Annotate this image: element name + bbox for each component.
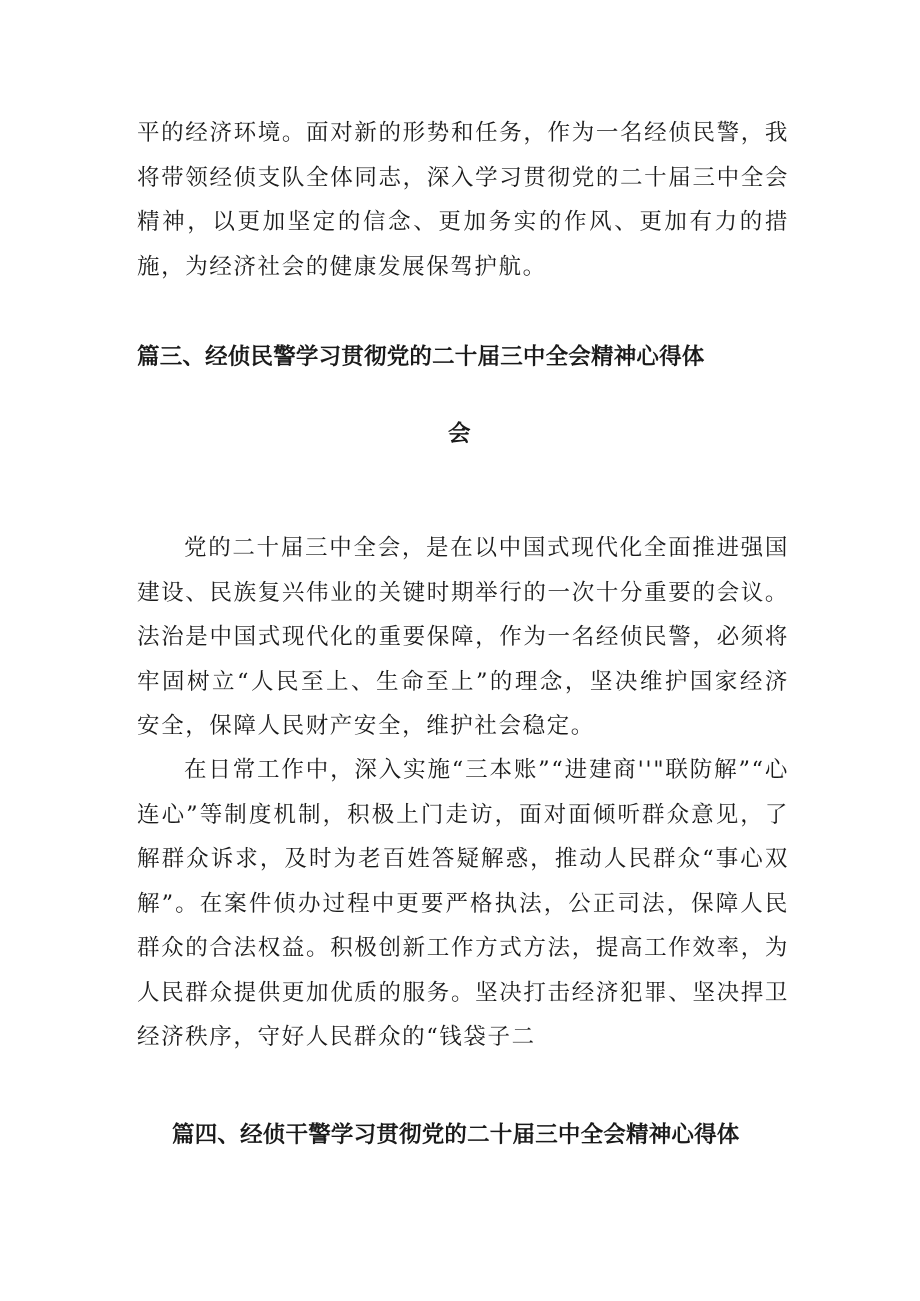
section3-title-line1: 篇三、经侦民警学习贯彻党的二十届三中全会精神心得体 [137, 344, 705, 370]
section4-title-line1: 篇四、经侦干警学习贯彻党的二十届三中全会精神心得体 [172, 1122, 740, 1148]
section3-title-line2: 会 [448, 421, 471, 447]
section3-paragraph-2: 在日常工作中，深入实施“三本账”“进建商''"联防解”“心连心”等制度机制，积极上门走访，面对面倾听群众意见，了解群众诉求，及时为老百姓答疑解惑，推动人民群众“事心双解”。在案件侦办过程中更要严格执法，公正司法，保障人民群众的合法权益。积极创新工作方式方法，提高工作效率，为人民群众提供更加优质的服务。坚决打击经济犯罪、坚决捍卫经济秩序，守好人民群众的“钱袋子二 [137, 757, 789, 1050]
section3-paragraph-1: 党的二十届三中全会，是在以中国式现代化全面推进强国建设、民族复兴伟业的关键时期举行的一次十分重要的会议。法治是中国式现代化的重要保障，作为一名经侦民警，必须将牢固树立“人民至上、生命至上”的理念，坚决维护国家经济安全，保障人民财产安全，维护社会稳定。 [137, 535, 789, 739]
paragraph-continued: 平的经济环境。面对新的形势和任务，作为一名经侦民警，我将带领经侦支队全体同志，深入学习贯彻党的二十届三中全会精神，以更加坚定的信念、更加务实的作风、更加有力的措施，为经济社会的健康发展保驾护航。 [137, 120, 789, 280]
